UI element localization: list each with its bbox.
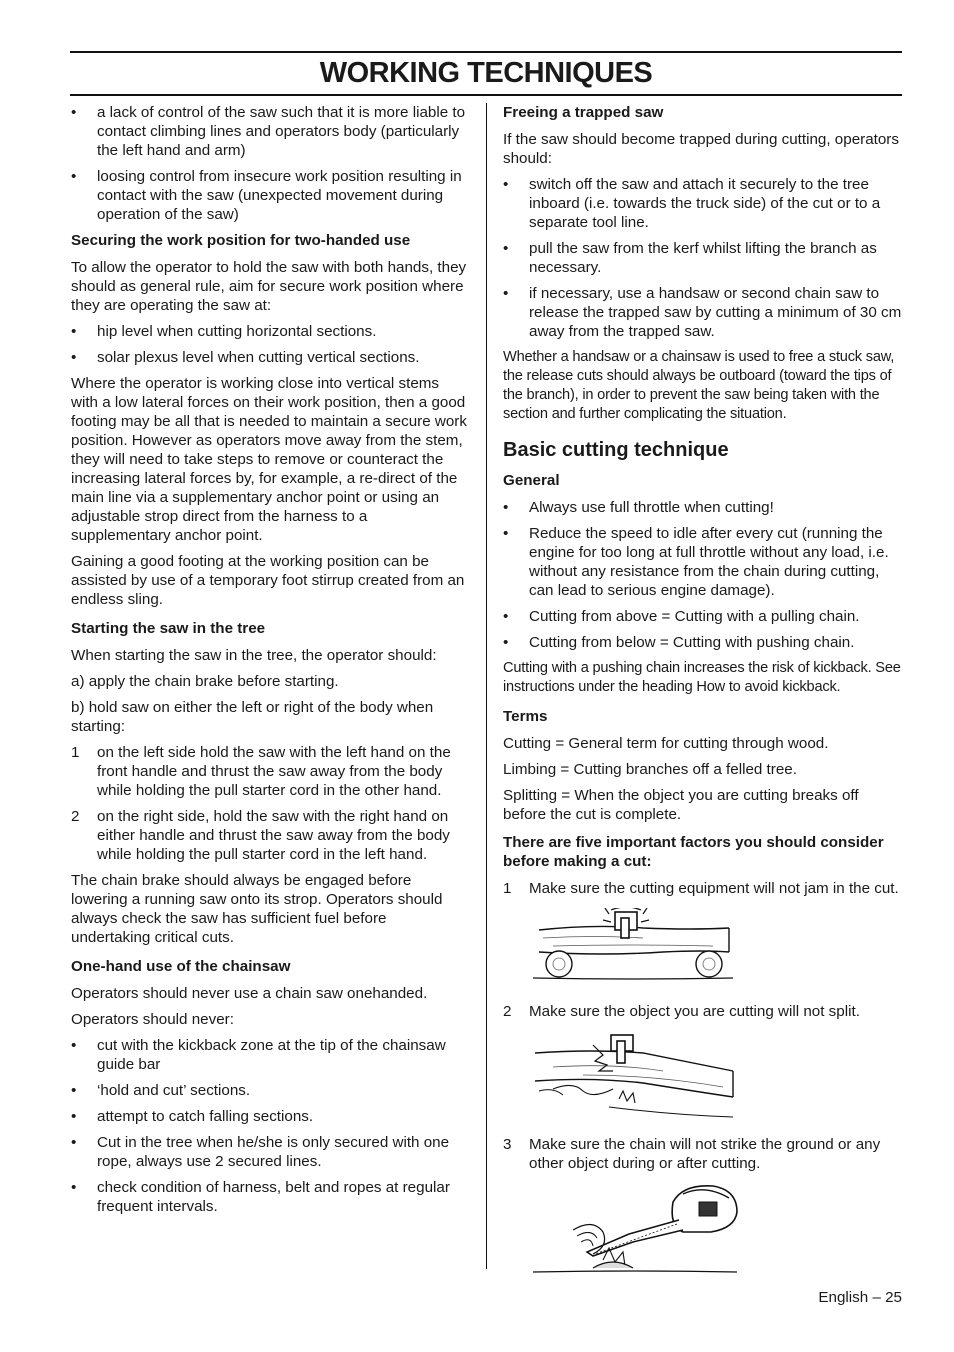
factors-list-2 [503,1002,905,1021]
term-cutting: Cutting = General term for cutting through wood. [503,735,829,752]
starting-intro: When starting the saw in the tree, the operator should: [71,647,437,664]
page-footer: English – 25 [818,1289,902,1306]
list-item: 2 on the right side, hold the saw with the right hand on either handle and thrust the saw away from the body while holding the pull starter cord in the left hand. [71,808,450,863]
list-item: • attempt to catch falling sections. [71,1108,314,1125]
risk-list [71,103,469,224]
list-item: • ‘hold and cut’ sections. [71,1082,251,1099]
list-item: • pull the saw from the kerf whilst lifting the branch as necessary. [503,240,877,276]
onehand-never: Operators should never: [71,1011,234,1028]
securing-list [71,322,469,367]
freeing-paragraph: Whether a handsaw or a chainsaw is used to free a stuck saw, the release cuts should always be outboard (toward the tips of the branch), in order to prevent the saw being taken with the section and further complicating the situation. [503,349,895,422]
list-item: • Cut in the tree when he/she is only secured with one rope, always use 2 secured lines. [71,1134,450,1170]
freeing-intro: If the saw should become trapped during cutting, operators should: [503,131,899,167]
right-column [503,103,905,1292]
factors-list [503,879,905,898]
starting-step-b: b) hold saw on either the left or right of the body when starting: [71,699,434,735]
general-list [503,498,905,652]
kickback-paragraph: Cutting with a pushing chain increases the risk of kickback. See instructions under the heading How to avoid kickback. [503,660,901,695]
list-item: 2 Make sure the object you are cutting will not split. [503,1003,860,1020]
securing-paragraph: Where the operator is working close into vertical stems with a low lateral forces on their work position, then a good footing may be all that is needed to maintain a secure work position. However as operators move away from the stem, they will need to take steps to remove or counteract the increasing lateral forces by, for example, a re-direct of the main line via a supplementary anchor point or using an adjustable strop direct from the harness to a supplementary anchor point. [71,375,467,544]
freeing-list [503,175,905,341]
log-on-supports-illustration [533,908,733,990]
list-item: • a lack of control of the saw such that it is more liable to contact climbing lines and operators body (particularly the left hand and arm) [71,104,466,159]
list-item: • hip level when cutting horizontal sections. [71,323,377,340]
list-item: 3 Make sure the chain will not strike the ground or any other object during or after cutting. [503,1136,881,1172]
securing-intro: To allow the operator to hold the saw with both hands, they should as general rule, aim for secure work position where they are operating the saw at: [71,259,467,314]
list-item: • Cutting from above = Cutting with a pulling chain. [503,608,860,625]
chain-brake-paragraph: The chain brake should always be engaged before lowering a running saw onto its strop. Operators should always check the saw has sufficient fuel before undertaking critical cuts. [71,872,443,946]
term-limbing: Limbing = Cutting branches off a felled tree. [503,761,797,778]
general-heading: General [503,472,560,489]
list-item: • Cutting from below = Cutting with pushing chain. [503,634,855,651]
page-title: WORKING TECHNIQUES [319,57,653,89]
factors-heading: There are five important factors you should consider before making a cut: [503,834,884,870]
chainsaw-ground-strike-illustration [533,1180,743,1280]
terms-heading: Terms [503,708,548,725]
list-item: • switch off the saw and attach it securely to the tree inboard (i.e. towards the truck side) of the cut or to a separate tool line. [503,176,881,231]
list-item: 1 Make sure the cutting equipment will not jam in the cut. [503,880,899,897]
list-item: 1 on the left side hold the saw with the left hand on the front handle and thrust the saw away from the body while holding the pull starter cord in the other hand. [71,744,451,799]
list-item: • loosing control from insecure work position resulting in contact with the saw (unexpected movement during operation of the saw) [71,168,462,223]
list-item: • Always use full throttle when cutting! [503,499,774,516]
onehand-heading: One-hand use of the chainsaw [71,958,291,975]
list-item: • if necessary, use a handsaw or second chain saw to release the trapped saw by cutting a minimum of 30 cm away from the trapped saw. [503,285,902,340]
term-splitting: Splitting = When the object you are cutting breaks off before the cut is complete. [503,787,859,823]
list-item: • cut with the kickback zone at the tip of the chainsaw guide bar [71,1037,446,1073]
left-column [71,103,469,1223]
footing-paragraph: Gaining a good footing at the working position can be assisted by use of a temporary foot stirrup created from an endless sling. [71,553,465,608]
basic-cutting-heading: Basic cutting technique [503,439,729,461]
starting-step-a: a) apply the chain brake before starting. [71,673,339,690]
title-underline [70,94,902,96]
onehand-list [71,1036,469,1216]
factors-list-3 [503,1135,905,1173]
list-item: • solar plexus level when cutting vertical sections. [71,349,420,366]
starting-steps [71,743,469,864]
securing-heading: Securing the work position for two-handed use [71,232,411,249]
splitting-log-illustration [533,1031,743,1123]
starting-heading: Starting the saw in the tree [71,620,266,637]
column-divider [486,103,487,1269]
freeing-heading: Freeing a trapped saw [503,104,664,121]
list-item: • Reduce the speed to idle after every cut (running the engine for too long at full throttle without any load, i.e. without any resistance from the chain during cutting, can lead to serious engine damage). [503,525,889,599]
onehand-paragraph: Operators should never use a chain saw onehanded. [71,985,428,1002]
list-item: • check condition of harness, belt and ropes at regular frequent intervals. [71,1179,450,1215]
